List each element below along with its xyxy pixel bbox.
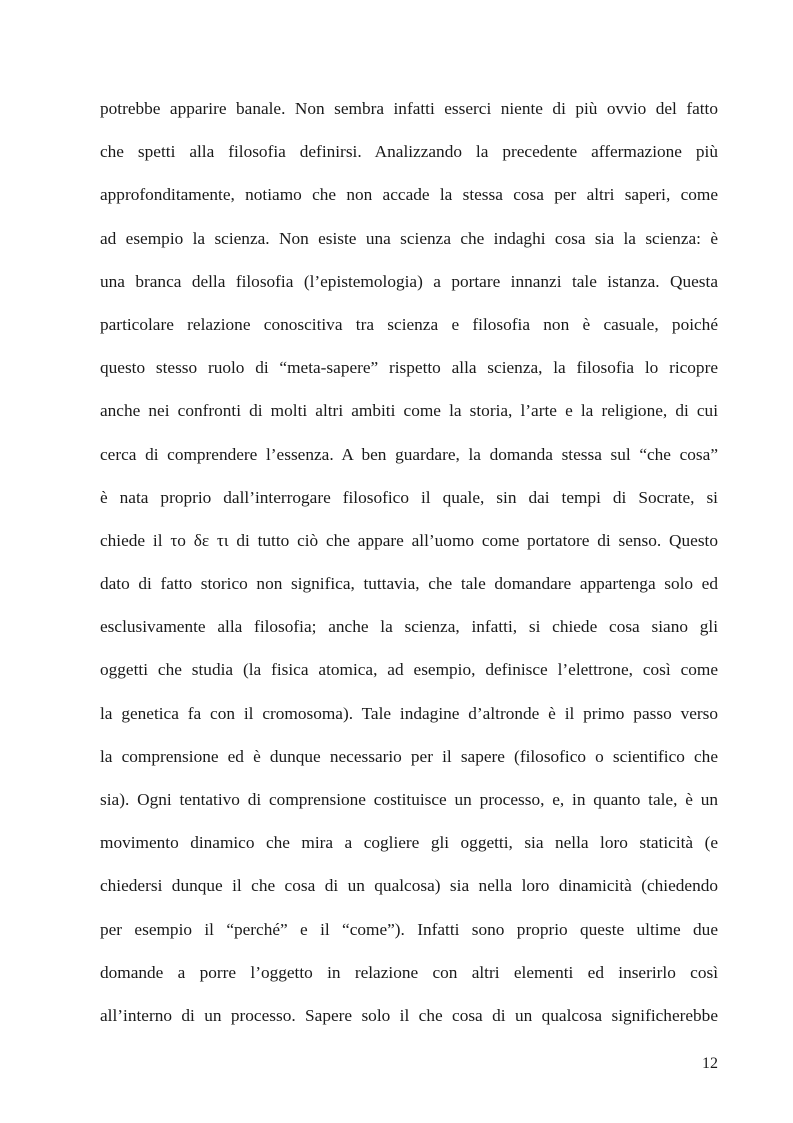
text-line: sia). Ogni tentativo di comprensione costituisce un processo, e, in quanto tale, è un [100,790,718,809]
text-line: approfonditamente, notiamo che non accade la stessa cosa per altri saperi, come [100,185,718,205]
text-line: oggetti che studia (la fisica atomica, ad esempio, definisce l’elettrone, così come [100,660,718,680]
text-line: questo stesso ruolo di “meta-sapere” rispetto alla scienza, la filosofia lo ricopre [100,358,718,378]
text-line: la comprensione ed è dunque necessario per il sapere (filosofico o scientifico che [100,746,718,766]
text-line: esclusivamente alla filosofia; anche la scienza, infatti, si chiede cosa siano gli [100,617,718,637]
text-line: particolare relazione conoscitiva tra scienza e filosofia non è casuale, poiché [100,314,718,334]
body-paragraph [100,87,718,1037]
text-line: cerca di comprendere l’essenza. A ben guardare, la domanda stessa sul “che cosa” [100,444,718,464]
text-line: all’interno di un processo. Sapere solo il che cosa di un qualcosa significherebbe [100,1005,718,1025]
text-line: chiedersi dunque il che cosa di un qualcosa) sia nella loro dinamicità (chiedendo [100,876,718,896]
text-line: potrebbe apparire banale. Non sembra infatti esserci niente di più ovvio del fatto [100,99,718,118]
text-line: movimento dinamico che mira a cogliere gli oggetti, sia nella loro staticità (e [100,833,718,853]
text-line: anche nei confronti di molti altri ambiti come la storia, l’arte e la religione, di cui [100,401,718,421]
text-line: ad esempio la scienza. Non esiste una scienza che indaghi cosa sia la scienza: è [100,228,718,248]
text-line: la genetica fa con il cromosoma). Tale indagine d’altronde è il primo passo verso [100,703,718,723]
text-line: dato di fatto storico non significa, tuttavia, che tale domandare appartenga solo ed [100,574,718,594]
text-line: domande a porre l’oggetto in relazione con altri elementi ed inserirlo così [100,962,718,982]
text-line: chiede il το δε τι di tutto ciò che appare all’uomo come portatore di senso. Questo [100,530,718,550]
text-line: è nata proprio dall’interrogare filosofico il quale, sin dai tempi di Socrate, si [100,487,718,507]
page-number: 12 [702,1055,718,1072]
text-line: per esempio il “perché” e il “come”). Infatti sono proprio queste ultime due [100,919,718,939]
text-line: una branca della filosofia (l’epistemologia) a portare innanzi tale istanza. Questa [100,271,718,291]
text-line: che spetti alla filosofia definirsi. Analizzando la precedente affermazione più [100,142,718,162]
